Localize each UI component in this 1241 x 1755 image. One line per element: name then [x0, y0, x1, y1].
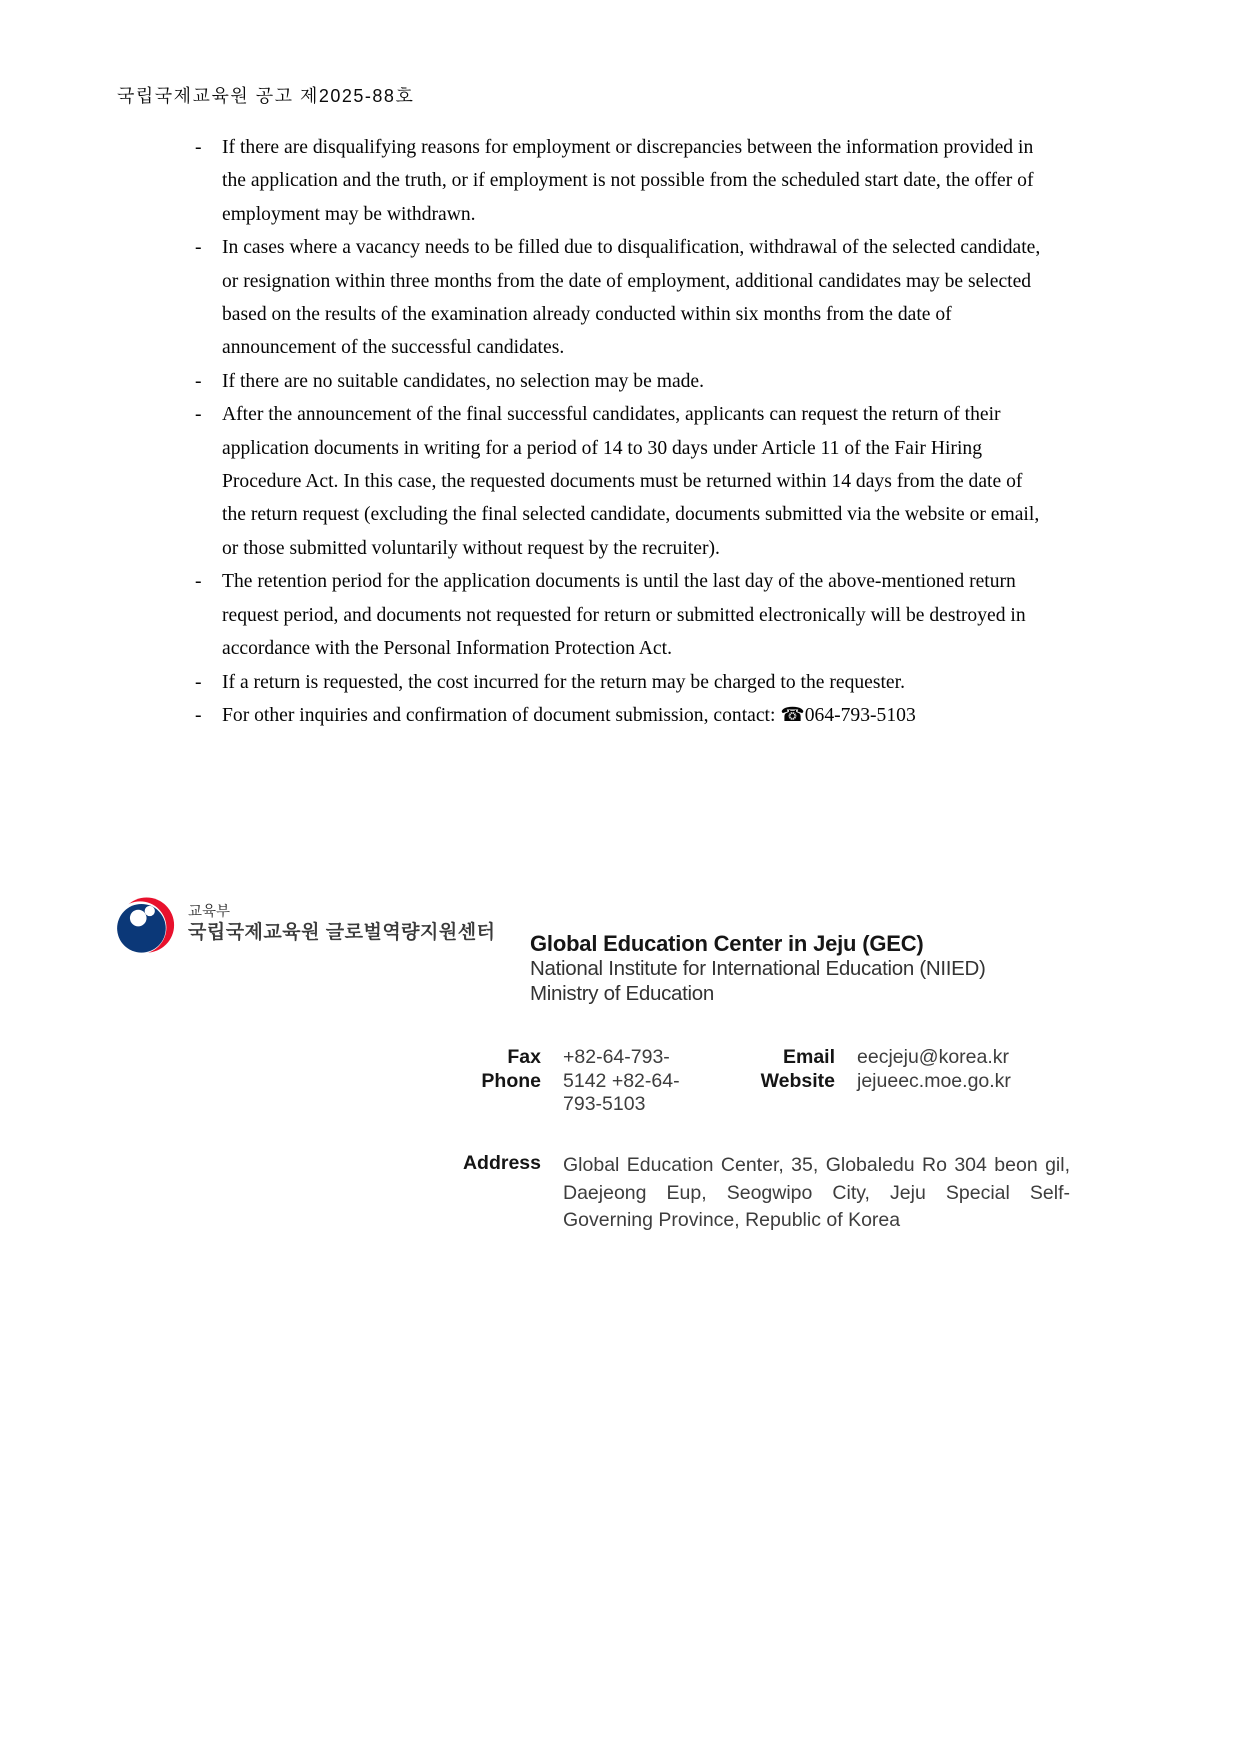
notice-list — [195, 131, 1043, 732]
website-value: jejueec.moe.go.kr — [857, 1069, 1011, 1092]
list-item-text: If there are disqualifying reasons for employment or discrepancies between the information provided in the application and the truth, or if employment is not possible from the scheduled start date, the offer of employment may be withdrawn. — [222, 137, 1034, 225]
email-value: eecjeju@korea.kr — [857, 1046, 1010, 1068]
list-item — [195, 699, 1042, 732]
ministry-label: 교육부 — [188, 904, 231, 920]
phone-label: Phone — [481, 1069, 541, 1092]
list-item-text: In cases where a vacancy needs to be filled due to disqualification, withdrawal of the selected candidate, or resignation within three months from the date of employment, additional candidates may be selected based on the results of the examination already conducted within six months from the date of announcement of the successful candidates. — [222, 237, 1041, 359]
list-item — [195, 398, 1042, 565]
logo-text — [188, 895, 495, 946]
address-label: Address — [462, 1152, 541, 1174]
org-english-block — [530, 930, 986, 1006]
list-item — [195, 565, 1042, 665]
dash-marker: - — [195, 571, 202, 593]
fax-label: Fax — [507, 1046, 541, 1068]
moe-line: Ministry of Education — [530, 981, 714, 1005]
list-item-text: If a return is requested, the cost incurred for the return may be charged to the requester. — [222, 671, 905, 693]
dash-marker: - — [195, 137, 202, 158]
email-label: Email — [782, 1046, 835, 1068]
gec-title: Global Education Center in Jeju (GEC) — [530, 931, 924, 956]
list-item — [195, 365, 1042, 398]
list-item-text: The retention period for the application documents is until the last day of the above-mentioned return request period, and documents not requested for return or submitted electronically will be destroyed in accordance with the Personal Information Protection Act. — [222, 571, 1026, 660]
list-item — [195, 231, 1042, 365]
dash-marker: - — [195, 704, 202, 726]
doc-number: 국립국제교육원 공고 제2025-88호 — [117, 86, 415, 106]
fax-phone-values — [563, 1046, 691, 1117]
address-value: Global Education Center, 35, Globaledu Ro 304 beon gil, Daejeong Eup, Seogwipo City, Jeju Special Self-Governing Province, Republic of Korea — [563, 1154, 1070, 1232]
dash-marker: - — [195, 671, 202, 693]
dash-marker: - — [195, 237, 202, 259]
list-item-text: After the announcement of the final successful candidates, applicants can request the return of their application documents in writing for a period of 14 to 30 days under Article 11 of the Fair Hiring Procedure Act. In this case, the requested documents must be returned within 14 days from the date of the return request (excluding the final selected candidate, documents submitted via the website or email, or those submitted voluntarily without request by the recruiter). — [222, 404, 1040, 559]
moe-government-emblem-icon — [112, 895, 176, 959]
list-item-text: If there are no suitable candidates, no selection may be made. — [222, 370, 705, 392]
fax-value: +82-64-793-5142 — [563, 1046, 670, 1092]
dash-marker: - — [195, 370, 202, 392]
list-item — [195, 666, 1042, 699]
list-item-text: For other inquiries and confirmation of document submission, contact: ☎064-793-5103 — [222, 704, 916, 726]
list-item — [195, 131, 1042, 231]
org-name-korean: 국립국제교육원 글로벌역량지원센터 — [188, 922, 496, 943]
website-label: Website — [760, 1069, 835, 1092]
phone-value: +82-64-793-5103 — [563, 1069, 680, 1116]
dash-marker: - — [195, 404, 202, 426]
niied-line: National Institute for International Education (NIIED) — [530, 957, 986, 980]
footer-logo — [112, 895, 495, 959]
